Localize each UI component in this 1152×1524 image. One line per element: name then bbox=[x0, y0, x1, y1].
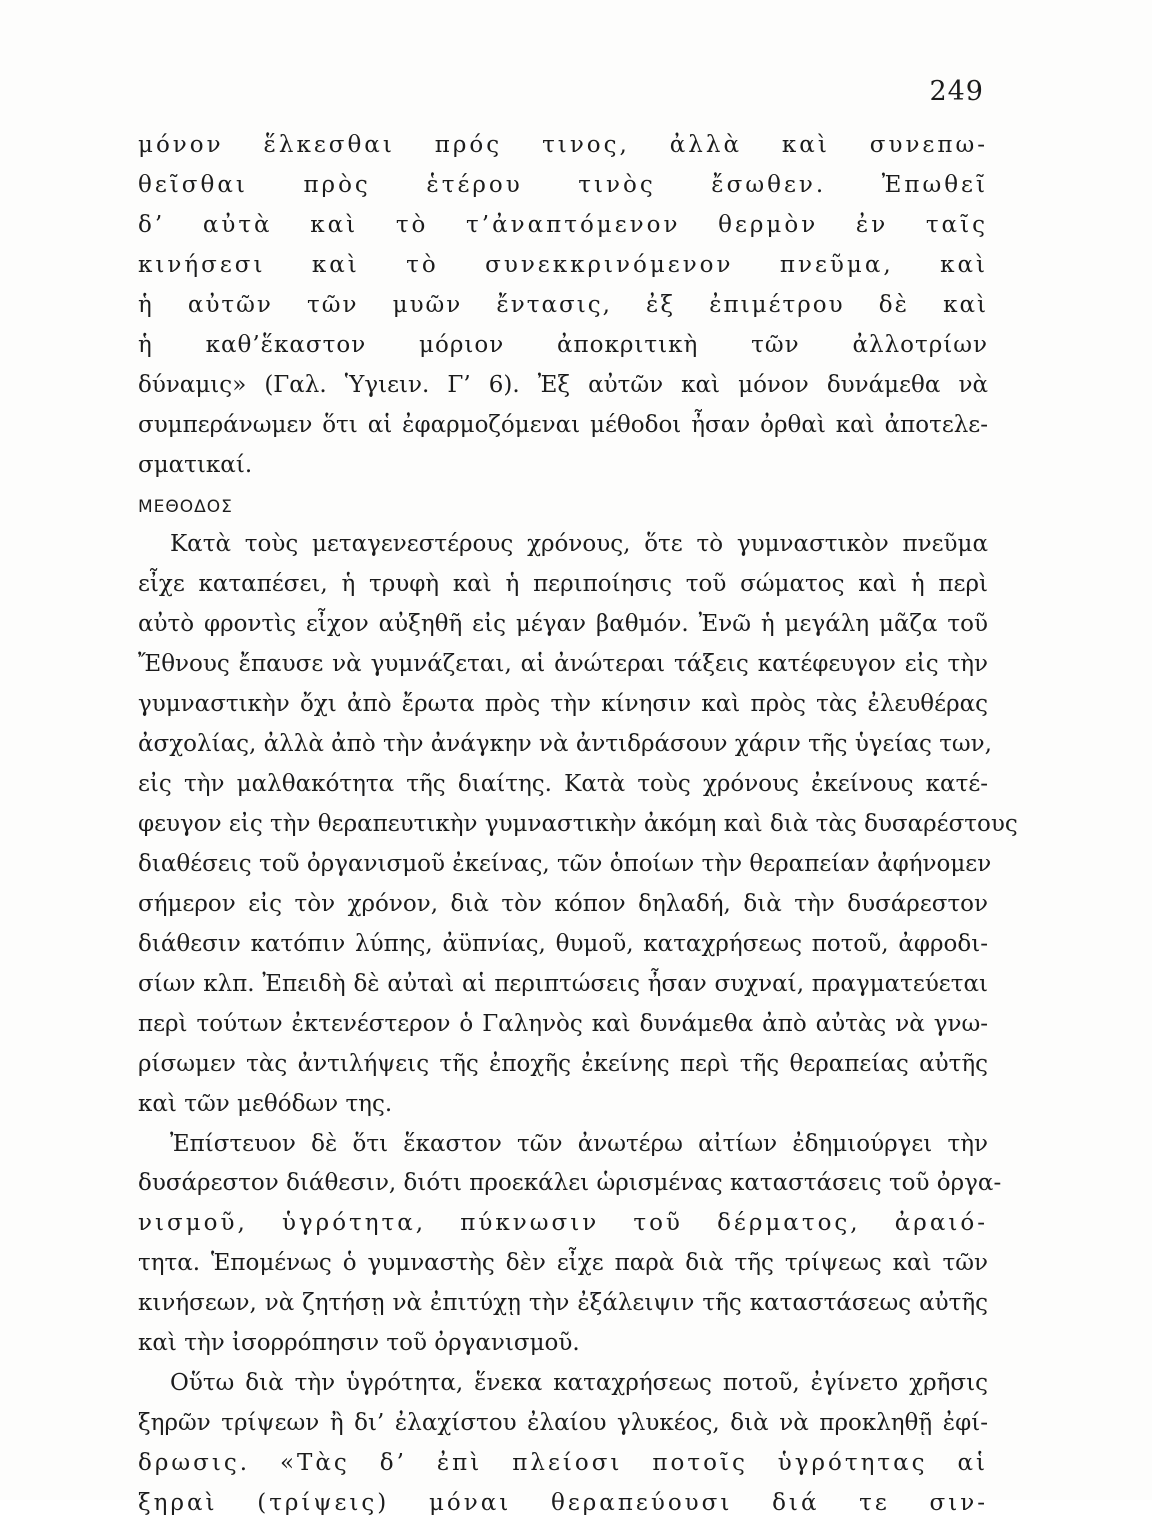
text-line: Ἔθνους ἔπαυσε νὰ γυμνάζεται, αἱ ἀνώτεραι τάξεις κατέφευγον εἰς τὴν bbox=[138, 651, 988, 678]
page-number: 249 bbox=[929, 76, 984, 107]
text-line: σήμερον εἰς τὸν χρόνον, διὰ τὸν κόπον δηλαδή, διὰ τὴν δυσάρεστον bbox=[138, 890, 988, 917]
text-line: ἡ αὐτῶν τῶν μυῶν ἔντασις, ἐξ ἐπιμέτρου δὲ καὶ bbox=[138, 291, 988, 318]
text-line: εἶχε καταπέσει, ἡ τρυφὴ καὶ ἡ περιποίησις τοῦ σώματος καὶ ἡ περὶ bbox=[138, 571, 988, 598]
text-line: κινήσεων, νὰ ζητήσῃ νὰ ἐπιτύχῃ τὴν ἐξάλειψιν τῆς καταστάσεως αὐτῆς bbox=[138, 1290, 988, 1317]
text-line: ρίσωμεν τὰς ἀντιλήψεις τῆς ἐποχῆς ἐκείνης περὶ τῆς θεραπείας αὐτῆς bbox=[138, 1050, 988, 1077]
text-line: Κατὰ τοὺς μεταγενεστέρους χρόνους, ὅτε τὸ γυμναστικὸν πνεῦμα bbox=[170, 531, 988, 558]
text-line: αὐτὸ φροντὶς εἶχον αὐξηθῆ εἰς μέγαν βαθμόν. Ἐνῶ ἡ μεγάλη μᾶζα τοῦ bbox=[138, 611, 988, 638]
text-line: συμπεράνωμεν ὅτι αἱ ἐφαρμοζόμεναι μέθοδοι ἦσαν ὀρθαὶ καὶ ἀποτελε- bbox=[138, 411, 988, 438]
text-line: ξηραὶ (τρίψεις) μόναι θεραπεύουσι διά τε σιν- bbox=[138, 1490, 988, 1516]
text-line: εἰς τὴν μαλθακότητα τῆς διαίτης. Κατὰ τοὺς χρόνους ἐκείνους κατέ- bbox=[138, 771, 988, 798]
text-line: κινήσεσι καὶ τὸ συνεκκρινόμενον πνεῦμα, καὶ bbox=[138, 251, 988, 278]
text-line: ξηρῶν τρίψεων ἢ δι’ ἐλαχίστου ἐλαίου γλυκέος, διὰ νὰ προκληθῇ ἐφί- bbox=[138, 1410, 988, 1437]
text-line: Ἐπίστευον δὲ ὅτι ἕκαστον τῶν ἀνωτέρω αἰτίων ἐδημιούργει τὴν bbox=[170, 1130, 988, 1157]
text-line: δρωσις. «Τὰς δ’ ἐπὶ πλείοσι ποτοῖς ὑγρότητας αἱ bbox=[138, 1450, 988, 1477]
text-line: τητα. Ἑπομένως ὁ γυμναστὴς δὲν εἶχε παρὰ διὰ τῆς τρίψεως καὶ τῶν bbox=[138, 1250, 988, 1277]
text-line: δ’ αὐτὰ καὶ τὸ τ’ἀναπτόμενον θερμὸν ἐν ταῖς bbox=[138, 211, 988, 238]
text-line: σίων κλπ. Ἐπειδὴ δὲ αὐταὶ αἱ περιπτώσεις ἦσαν συχναί, πραγματεύεται bbox=[138, 970, 988, 997]
text-line: διάθεσιν κατόπιν λύπης, ἀϋπνίας, θυμοῦ, καταχρήσεως ποτοῦ, ἀφροδι- bbox=[138, 930, 988, 957]
text-line: δύναμις» (Γαλ. Ὑγιειν. Γ’ 6). Ἐξ αὐτῶν καὶ μόνον δυνάμεθα νὰ bbox=[138, 371, 988, 398]
text-line: νισμοῦ, ὑγρότητα, πύκνωσιν τοῦ δέρματος, ἀραιό- bbox=[138, 1210, 988, 1237]
text-line: δυσάρεστον διάθεσιν, διότι προεκάλει ὡρισμένας καταστάσεις τοῦ ὀργα- bbox=[138, 1170, 1002, 1197]
text-line: καὶ τῶν μεθόδων της. bbox=[138, 1090, 393, 1117]
text-line: θεῖσθαι πρὸς ἑτέρου τινὸς ἔσωθεν. Ἐπωθεῖ bbox=[138, 171, 988, 198]
text-line: ἡ καθ’ἕκαστον μόριον ἀποκριτικὴ τῶν ἀλλοτρίων bbox=[138, 331, 988, 358]
text-line: περὶ τούτων ἐκτενέστερον ὁ Γαληνὸς καὶ δυνάμεθα ἀπὸ αὐτὰς νὰ γνω- bbox=[138, 1010, 988, 1037]
text-line: καὶ τὴν ἰσορρόπησιν τοῦ ὀργανισμοῦ. bbox=[138, 1330, 580, 1357]
text-line: διαθέσεις τοῦ ὀργανισμοῦ ἐκείνας, τῶν ὁποίων τὴν θεραπείαν ἀφήνομεν bbox=[138, 850, 992, 877]
text-line: Οὕτω διὰ τὴν ὑγρότητα, ἕνεκα καταχρήσεως ποτοῦ, ἐγίνετο χρῆσις bbox=[170, 1370, 988, 1397]
text-line: γυμναστικὴν ὄχι ἀπὸ ἔρωτα πρὸς τὴν κίνησιν καὶ πρὸς τὰς ἐλευθέρας bbox=[138, 691, 988, 718]
text-line: μόνον ἕλκεσθαι πρός τινος, ἀλλὰ καὶ συνεπω- bbox=[138, 132, 988, 158]
text-line: ἀσχολίας, ἀλλὰ ἀπὸ τὴν ἀνάγκην νὰ ἀντιδράσουν χάριν τῆς ὑγείας των, bbox=[138, 731, 992, 758]
text-line: σματικαί. bbox=[138, 451, 253, 478]
text-line: φευγον εἰς τὴν θεραπευτικὴν γυμναστικὴν ἀκόμη καὶ διὰ τὰς δυσαρέστους bbox=[138, 811, 1018, 837]
section-heading: ΜΕΘΟΔΟΣ bbox=[138, 497, 233, 518]
